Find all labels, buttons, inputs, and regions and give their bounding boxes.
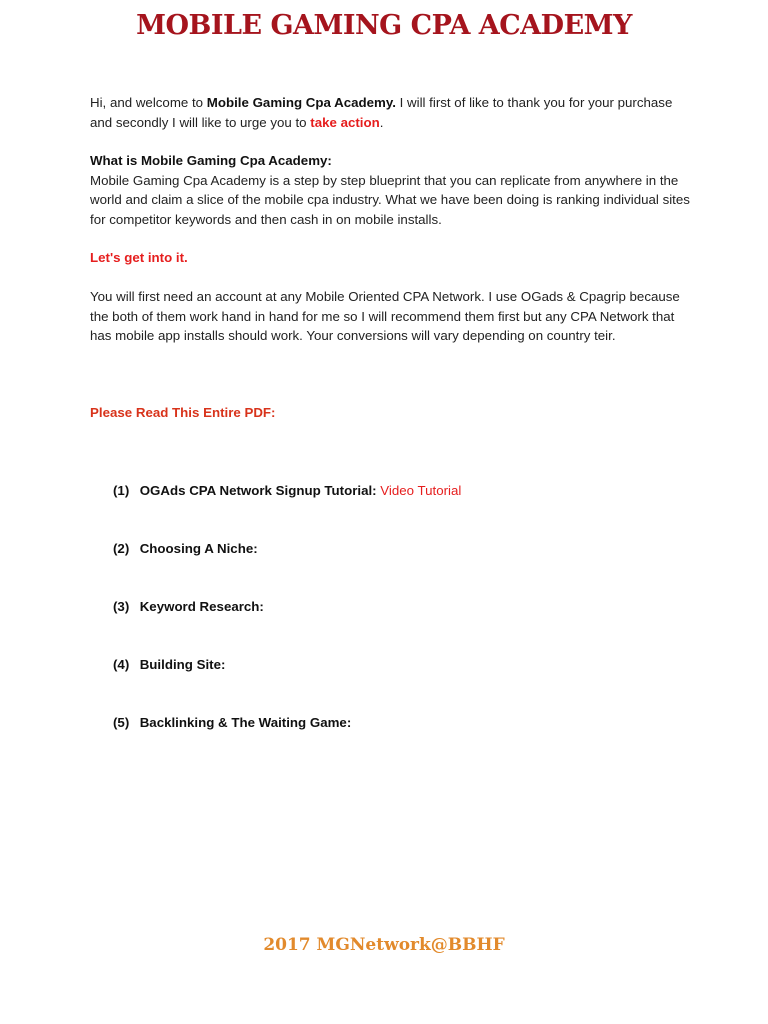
step-number: (3) — [113, 599, 130, 614]
step-label: Keyword Research: — [139, 599, 264, 614]
read-pdf-heading: Please Read This Entire PDF: — [90, 405, 276, 420]
what-is-heading: What is Mobile Gaming Cpa Academy: — [90, 153, 332, 168]
page-title: MOBILE GAMING CPA ACADEMY — [136, 10, 632, 41]
academy-name: Mobile Gaming Cpa Academy. — [206, 95, 396, 110]
step-item-backlinking — [113, 713, 351, 733]
step-item-signup — [113, 481, 461, 501]
lets-get-into-it: Let's get into it. — [90, 250, 188, 265]
take-action-text: take action — [310, 114, 380, 130]
step-number: (5) — [113, 715, 130, 730]
network-paragraph: You will first need an account at any Mobile Oriented CPA Network. I use OGads & Cpagrip because the both of them work hand in hand for me so I will recommend them first but any CPA Network that has mobile app installs should work. Your conversions will vary depending on country teir. — [90, 289, 680, 343]
step-item-keyword — [113, 597, 264, 617]
step-label: Backlinking & The Waiting Game: — [139, 715, 352, 730]
intro-text-3: . — [379, 114, 384, 130]
what-is-body: Mobile Gaming Cpa Academy is a step by step blueprint that you can replicate from anywhere in the world and claim a slice of the mobile cpa industry. What we have been doing is ranking individual sites for competitor keywords and then cash in on mobile installs. — [90, 172, 690, 227]
step-label: Choosing A Niche: — [139, 541, 258, 556]
step-label: OGAds CPA Network Signup Tutorial: — [139, 483, 381, 498]
intro-text-1: Hi, and welcome to — [90, 95, 207, 110]
step-number: (4) — [113, 657, 130, 672]
step-number: (2) — [113, 541, 130, 556]
step-item-niche — [113, 539, 258, 559]
step-item-building — [113, 655, 225, 675]
step-label: Building Site: — [139, 657, 226, 672]
step-number: (1) — [113, 483, 130, 498]
intro-paragraph — [90, 93, 690, 132]
intro-text-2: I will first of like to thank you for your purchase and secondly I will like to urge you to — [90, 95, 673, 130]
video-tutorial-link[interactable]: Video Tutorial — [380, 483, 462, 498]
what-is-section — [90, 151, 690, 229]
page-footer: 2017 MGNetwork@BBHF — [263, 935, 505, 955]
